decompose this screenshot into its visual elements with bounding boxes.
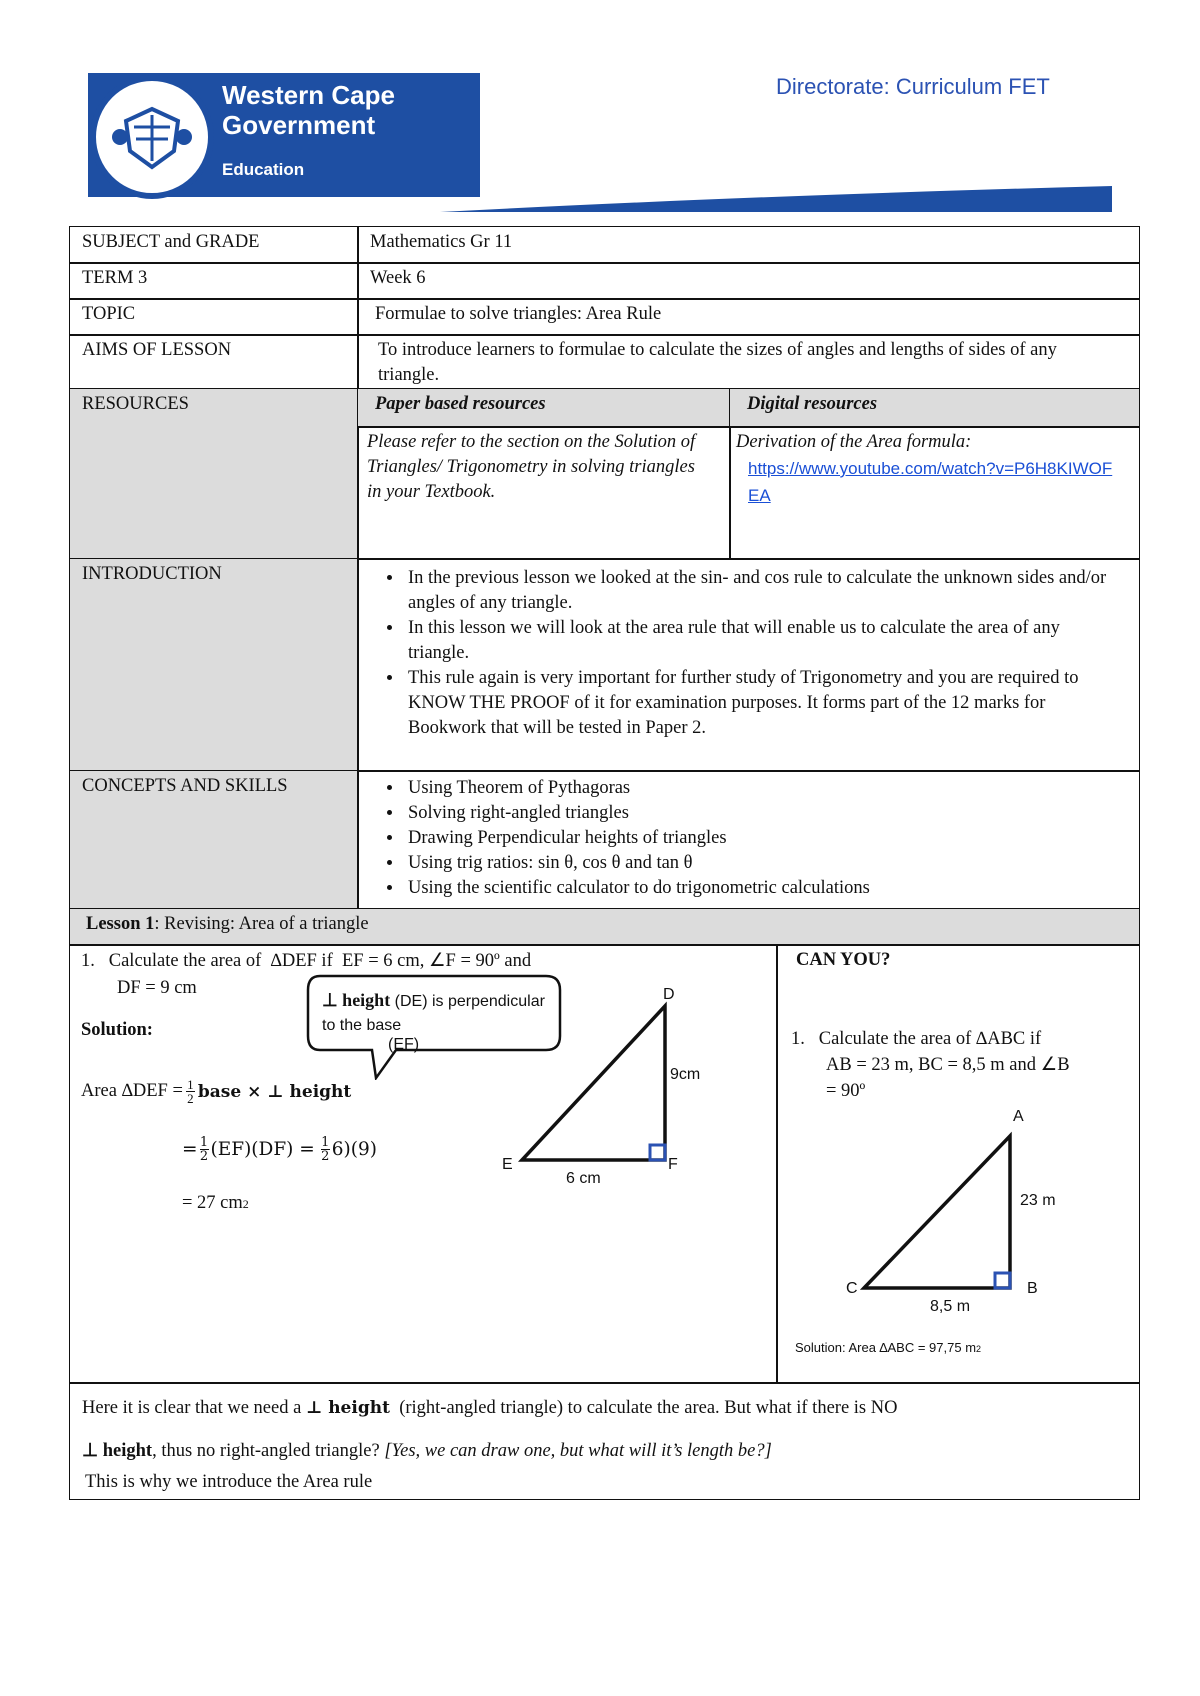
concepts-label: CONCEPTS AND SKILLS: [69, 770, 359, 910]
footer-line3: This is why we introduce the Area rule: [85, 1472, 373, 1492]
aims-value: To introduce learners to formulae to calculate the sizes of angles and lengths of sides of any triangle.: [357, 334, 1140, 390]
concept-bullet: • Using trig ratios: sin θ, cos θ and tan θ: [404, 851, 1127, 876]
term-value: Week 6: [357, 262, 1140, 300]
step3-text: = 27 cm: [182, 1193, 243, 1213]
introduction-label: INTRODUCTION: [69, 558, 359, 772]
side-ab: 23 m: [1020, 1192, 1056, 1209]
step2b-text: 6)(9): [331, 1139, 377, 1160]
area-formula: base × ⊥ height: [197, 1081, 352, 1102]
step3-sup: 2: [242, 1197, 249, 1211]
area-step3: [182, 1193, 249, 1214]
footer-bold: ⊥ height: [305, 1398, 390, 1418]
concept-bullet: • Using Theorem of Pythagoras: [404, 776, 1127, 801]
lesson-title-rest: : Revising: Area of a triangle: [154, 914, 369, 934]
introduction-cell: [357, 558, 1140, 772]
org-line2: Government: [222, 110, 376, 140]
triangle-abc: [850, 1124, 1030, 1294]
lesson-title-bold: Lesson 1: [86, 914, 155, 934]
side-bc: 8,5 m: [930, 1298, 971, 1315]
digital-resources-cell: [729, 426, 1140, 560]
half-num: 1: [187, 1077, 194, 1092]
coat-of-arms-logo: [90, 75, 214, 199]
callout-bold: ⊥ height: [322, 990, 391, 1010]
q2-line1: 1. Calculate the area of ∆ABC if: [791, 1029, 1042, 1049]
q2-line3: = 90º: [826, 1081, 866, 1101]
topic-value: Formulae to solve triangles: Area Rule: [357, 298, 1140, 336]
half-num: 1: [321, 1135, 330, 1150]
half-num: 1: [199, 1135, 209, 1150]
solution2-sup: 2: [976, 1344, 982, 1354]
side-df: 9cm: [670, 1066, 701, 1083]
area-formula-line: [81, 1078, 351, 1105]
org-line1: Western Cape: [222, 80, 395, 110]
term-label: TERM 3: [69, 262, 359, 300]
intro-bullet: • In the previous lesson we looked at the sin- and cos rule to calculate the unknown sides and/or angles of any triangle.: [404, 566, 1125, 616]
footer-line2: [82, 1430, 1127, 1473]
digital-resources-heading: Digital resources: [729, 388, 1140, 428]
half-den: 2: [199, 1149, 209, 1164]
intro-bullet: • In this lesson we will look at the area rule that will enable us to calculate the area of any triangle.: [404, 616, 1125, 666]
solution2-text: Solution: Area ∆ABC = 97,75 m: [795, 1340, 977, 1355]
can-you-title: CAN YOU?: [796, 950, 891, 970]
subject-value: Mathematics Gr 11: [357, 226, 1140, 264]
triangle-def: [500, 990, 690, 1170]
youtube-link[interactable]: https://www.youtube.com/watch?v=P6H8KIWOFEA: [748, 459, 1113, 505]
footer-text: Here it is clear that we need a: [82, 1398, 306, 1418]
concepts-cell: [357, 770, 1140, 910]
vertex-e: E: [502, 1156, 513, 1173]
callout-base: (EF): [388, 1036, 420, 1053]
concept-bullet: • Drawing Perpendicular heights of triangles: [404, 826, 1127, 851]
concept-bullet: • Solving right-angled triangles: [404, 801, 1127, 826]
footer-text: , thus no right-angled triangle?: [152, 1441, 385, 1461]
q2-line2: AB = 23 m, BC = 8,5 m and ∠B: [826, 1055, 1070, 1075]
directorate-title: Directorate: Curriculum FET: [776, 74, 1050, 99]
subject-label: SUBJECT and GRADE: [69, 226, 359, 264]
concept-bullet: • Using the scientific calculator to do trigonometric calculations: [404, 876, 1127, 901]
solution-label: Solution:: [81, 1020, 153, 1040]
paper-resources-text: Please refer to the section on the Solution of Triangles/ Trigonometry in solving triangles in your Textbook.: [357, 426, 731, 560]
callout-rest: (DE) is perpendicular to the base: [322, 993, 545, 1034]
footer-line1: [82, 1387, 1127, 1430]
vertex-b: B: [1027, 1280, 1038, 1297]
footer-bold: ⊥ height: [82, 1441, 153, 1461]
vertex-a: A: [1013, 1108, 1024, 1125]
half-den: 2: [321, 1149, 330, 1164]
intro-bullet: • This rule again is very important for further study of Trigonometry and you are required to KNOW THE PROOF of it for examination purposes. It forms part of the 12 marks for Bookwork that will be tested in Paper 2.: [404, 666, 1125, 741]
vertex-d: D: [663, 986, 675, 1003]
resources-label: RESOURCES: [69, 388, 359, 560]
solution-2: [795, 1340, 981, 1355]
digital-resources-text: Derivation of the Area formula:: [736, 432, 972, 452]
vertex-f: F: [668, 1156, 678, 1173]
area-step2: = $\frac{1}{2}$ (EF)(DF) = $\frac{1}{2}$ 6)(9): [182, 1135, 377, 1164]
header-swoosh: [440, 182, 1112, 214]
org-name: [222, 80, 395, 140]
q1-line1: 1. Calculate the area of ∆DEF if EF = 6 cm, ∠F = 90º and: [81, 951, 532, 971]
footer-italic: [Yes, we can draw one, but what will it’s length be?]: [384, 1441, 772, 1461]
lesson-title: [69, 908, 1140, 946]
side-ef: 6 cm: [566, 1170, 601, 1187]
paper-resources-heading: Paper based resources: [357, 388, 731, 428]
vertex-c: C: [846, 1280, 858, 1297]
half-den: 2: [187, 1091, 194, 1106]
footer-cell: [69, 1382, 1140, 1500]
half-fraction: [186, 1078, 195, 1105]
footer-text: (right-angled triangle) to calculate the area. But what if there is NO: [389, 1398, 898, 1418]
area-prefix: Area ∆DEF =: [81, 1081, 183, 1101]
org-dept: Education: [222, 160, 305, 179]
half-fraction: [200, 1136, 209, 1163]
half-fraction: [321, 1136, 330, 1163]
step2-text: (EF)(DF) =: [210, 1139, 315, 1160]
aims-label: AIMS OF LESSON: [69, 334, 359, 390]
q1-line2: DF = 9 cm: [117, 978, 197, 998]
topic-label: TOPIC: [69, 298, 359, 336]
